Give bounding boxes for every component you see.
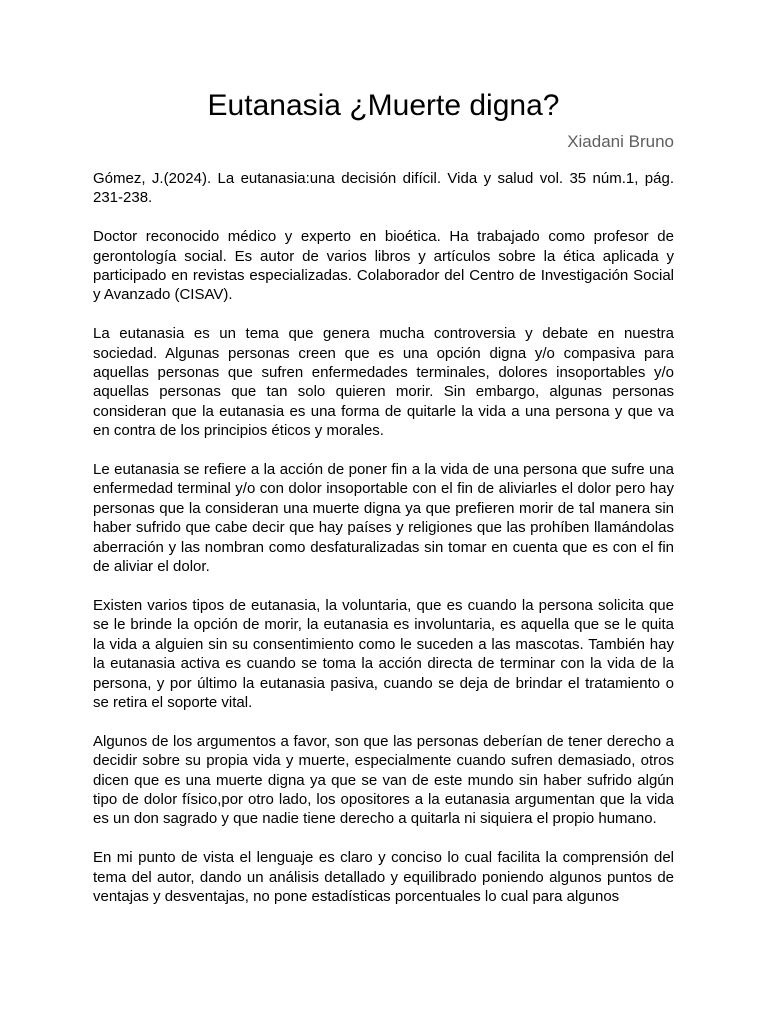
paragraph-author-bio: Doctor reconocido médico y experto en bioética. Ha trabajado como profesor de gerontología social. Es autor de varios libros y artículos sobre la ética aplicada y participado en revistas especializadas. Colaborador del Centro de Investigación Social y Avanzado (CISAV).	[93, 228, 674, 304]
paragraph-introduction: La eutanasia es un tema que genera mucha controversia y debate en nuestra sociedad. Algunas personas creen que es una opción digna y/o compasiva para aquellas personas que sufren enfermedades terminales, dolores insoportables y/o aquellas personas que tan solo quieren morir. Sin embargo, algunas personas consideran que la eutanasia es una forma de quitarle la vida a una persona y que va en contra de los principios éticos y morales.	[93, 325, 674, 440]
document-title: Eutanasia ¿Muerte digna?	[207, 89, 560, 122]
document-author: Xiadani Bruno	[567, 132, 674, 151]
document-page	[93, 0, 674, 906]
paragraph-citation: Gómez, J.(2024). La eutanasia:una decisión difícil. Vida y salud vol. 35 núm.1, pág. 231-238.	[93, 170, 674, 207]
paragraph-definition: Le eutanasia se refiere a la acción de poner fin a la vida de una persona que sufre una enfermedad terminal y/o con dolor insoportable con el fin de aliviarles el dolor pero hay personas que la consideran una muerte digna ya que prefieren morir de tal manera sin haber sufrido que cabe decir que hay países y religiones que las prohíben llamándolas aberración y las nombran como desfaturalizadas sin tomar en cuenta que es con el fin de aliviar el dolor.	[93, 461, 674, 576]
paragraph-arguments: Algunos de los argumentos a favor, son que las personas deberían de tener derecho a decidir sobre su propia vida y muerte, especialmente cuando sufren demasiado, otros dicen que es una muerte digna ya que se van de este mundo sin haber sufrido algún tipo de dolor físico,por otro lado, los opositores a la eutanasia argumentan que la vida es un don sagrado y que nadie tiene derecho a quitarla ni siquiera el propio humano.	[93, 732, 674, 828]
paragraph-types: Existen varios tipos de eutanasia, la voluntaria, que es cuando la persona solicita que se le brinde la opción de morir, la eutanasia es involuntaria, es aquella que se le quita la vida a alguien sin su consentimiento como le suceden a las mascotas. También hay la eutanasia activa es cuando se toma la acción directa de terminar con la vida de la persona, y por último la eutanasia pasiva, cuando se deja de brindar el tratamiento o se retira el soporte vital.	[93, 596, 674, 711]
paragraph-opinion: En mi punto de vista el lenguaje es claro y conciso lo cual facilita la comprensión del tema del autor, dando un análisis detallado y equilibrado poniendo algunos puntos de ventajas y desventajas, no pone estadísticas porcentuales lo cual para algunos	[93, 849, 674, 905]
